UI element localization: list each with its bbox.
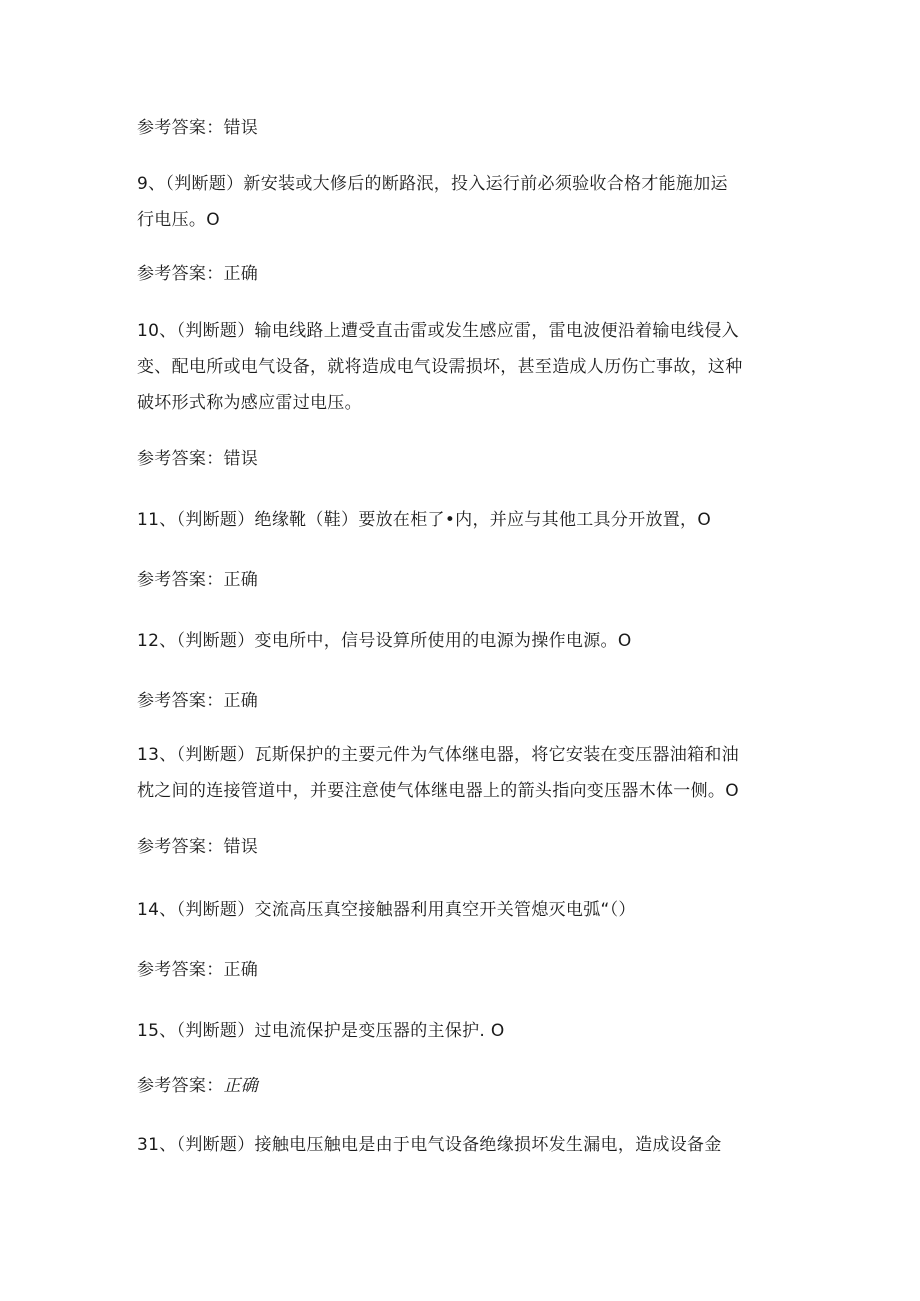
answer-line (137, 441, 787, 477)
question-10 (137, 313, 787, 421)
answer-line (137, 683, 787, 719)
answer-value: 错误 (223, 449, 259, 469)
answer-line (137, 829, 787, 865)
question-13 (137, 737, 787, 809)
answer-line (137, 1068, 787, 1104)
question-14 (137, 892, 787, 928)
question-text-line: 10、（判断题）输电线路上遭受直击雷或发生感应雷，雷电波便沿着输电线侵入 (137, 321, 739, 341)
answer-value: 错误 (223, 837, 259, 857)
question-text-line: 15、（判断题）过电流保护是变压器的主保护. O (137, 1021, 505, 1041)
question-text-line: 11、（判断题）绝缘靴（鞋）要放在柜了•内，并应与其他工具分开放置，O (137, 510, 712, 530)
answer-label: 参考答案： (137, 691, 224, 711)
question-text-line: 枕之间的连接管道中，并要注意使气体继电器上的箭头指向变压器木体一侧。O (137, 781, 739, 801)
question-text-line: 变、配电所或电气设备，就将造成电气设需损坏，甚至造成人历伤亡事故，这种 (137, 357, 743, 377)
answer-label: 参考答案： (137, 449, 224, 469)
answer-value: 正确 (223, 1076, 259, 1096)
answer-value: 正确 (223, 264, 259, 284)
answer-value: 错误 (223, 118, 259, 138)
answer-line (137, 562, 787, 598)
answer-value: 正确 (223, 691, 259, 711)
answer-line (137, 256, 787, 292)
question-text-line: 13、（判断题）瓦斯保护的主要元件为气体继电器，将它安装在变压器油箱和油 (137, 745, 739, 765)
question-text-line: 9、（判断题）新安装或大修后的断路泯，投入运行前必须验收合格才能施加运 (137, 174, 728, 194)
question-text-line: 14、（判断题）交流高压真空接触器利用真空开关管熄灭电弧“（） (137, 900, 636, 920)
question-31 (137, 1127, 787, 1163)
answer-label: 参考答案： (137, 118, 224, 138)
answer-label: 参考答案： (137, 264, 224, 284)
question-text-line: 31、（判断题）接触电压触电是由于电气设备绝缘损坏发生漏电，造成设备金 (137, 1135, 722, 1155)
answer-line (137, 110, 787, 146)
answer-label: 参考答案： (137, 837, 224, 857)
answer-value: 正确 (223, 570, 259, 590)
question-text-line: 行电压。O (137, 210, 220, 230)
answer-label: 参考答案： (137, 570, 224, 590)
question-15 (137, 1013, 787, 1049)
answer-line (137, 952, 787, 988)
answer-label: 参考答案： (137, 960, 224, 980)
question-text-line: 12、（判断题）变电所中，信号设算所使用的电源为操作电源。O (137, 631, 632, 651)
question-9 (137, 166, 787, 238)
answer-value: 正确 (223, 960, 259, 980)
question-12 (137, 623, 787, 659)
question-text-line: 破坏形式称为感应雷过电压。 (137, 393, 362, 413)
answer-label: 参考答案： (137, 1076, 224, 1096)
question-11 (137, 502, 787, 538)
